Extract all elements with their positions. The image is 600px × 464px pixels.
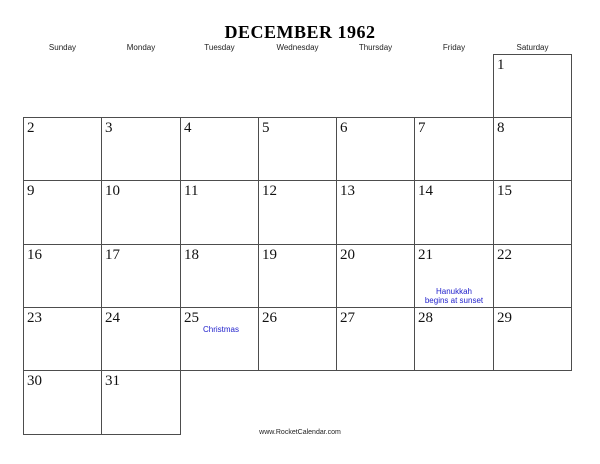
day-number: 26 (262, 310, 277, 326)
day-number: 4 (184, 120, 192, 136)
day-number: 28 (418, 310, 433, 326)
day-cell-20 (336, 244, 415, 308)
hanukkah-line-2: begins at sunset (424, 295, 484, 305)
day-cell-15 (493, 180, 572, 245)
day-number: 11 (184, 183, 199, 199)
day-number: 19 (262, 247, 277, 263)
day-cell-9 (23, 180, 102, 245)
day-cell-21 (414, 244, 494, 308)
calendar-title: DECEMBER 1962 (224, 22, 376, 42)
day-cell-29 (493, 307, 572, 371)
day-number: 15 (497, 183, 512, 199)
day-number: 22 (497, 247, 512, 263)
day-number: 13 (340, 183, 355, 199)
weekday-label-thursday: Thursday (358, 43, 393, 52)
day-number: 16 (27, 247, 42, 263)
footer-url: www.RocketCalendar.com (259, 429, 341, 436)
day-number: 23 (27, 310, 42, 326)
day-cell-18 (180, 244, 259, 308)
day-number: 31 (105, 373, 120, 389)
weekday-label-monday: Monday (126, 43, 156, 52)
hanukkah-event-label (415, 287, 493, 305)
day-cell-28 (414, 307, 494, 371)
weekday-label-wednesday: Wednesday (276, 43, 319, 52)
day-number: 18 (184, 247, 199, 263)
day-number: 29 (497, 310, 512, 326)
weekday-label-tuesday: Tuesday (204, 43, 235, 52)
day-number: 14 (418, 183, 433, 199)
day-cell-30 (23, 370, 102, 435)
day-number: 5 (262, 120, 270, 136)
day-number: 2 (27, 120, 35, 136)
christmas-event-label: Christmas (203, 325, 240, 334)
day-cell-8 (493, 117, 572, 181)
day-number: 24 (105, 310, 120, 326)
day-number: 25 (184, 310, 199, 326)
hanukkah-line-1: Hanukkah (435, 286, 473, 296)
day-cell-27 (336, 307, 415, 371)
day-number: 9 (27, 183, 35, 199)
day-cell-19 (258, 244, 337, 308)
day-number: 10 (105, 183, 120, 199)
day-cell-2 (23, 117, 102, 181)
day-cell-12 (258, 180, 337, 245)
day-cell-31 (101, 370, 181, 435)
day-cell-17 (101, 244, 181, 308)
day-cell-4 (180, 117, 259, 181)
day-cell-22 (493, 244, 572, 308)
day-cell-16 (23, 244, 102, 308)
day-number: 27 (340, 310, 355, 326)
day-number: 12 (262, 183, 277, 199)
day-cell-24 (101, 307, 181, 371)
day-number: 1 (497, 57, 505, 73)
weekday-label-friday: Friday (442, 43, 466, 52)
day-number: 30 (27, 373, 42, 389)
day-cell-7 (414, 117, 494, 181)
day-cell-23 (23, 307, 102, 371)
day-number: 7 (418, 120, 426, 136)
day-number: 3 (105, 120, 113, 136)
day-number: 17 (105, 247, 120, 263)
day-number: 8 (497, 120, 505, 136)
day-number: 21 (418, 247, 433, 263)
day-cell-10 (101, 180, 181, 245)
day-cell-6 (336, 117, 415, 181)
day-cell-13 (336, 180, 415, 245)
day-cell-1 (493, 54, 572, 118)
weekday-label-sunday: Sunday (48, 43, 77, 52)
day-number: 6 (340, 120, 348, 136)
day-cell-14 (414, 180, 494, 245)
day-cell-26 (258, 307, 337, 371)
day-cell-3 (101, 117, 181, 181)
day-cell-25 (180, 307, 259, 371)
day-cell-11 (180, 180, 259, 245)
day-cell-5 (258, 117, 337, 181)
weekday-label-saturday: Saturday (516, 43, 549, 52)
day-number: 20 (340, 247, 355, 263)
